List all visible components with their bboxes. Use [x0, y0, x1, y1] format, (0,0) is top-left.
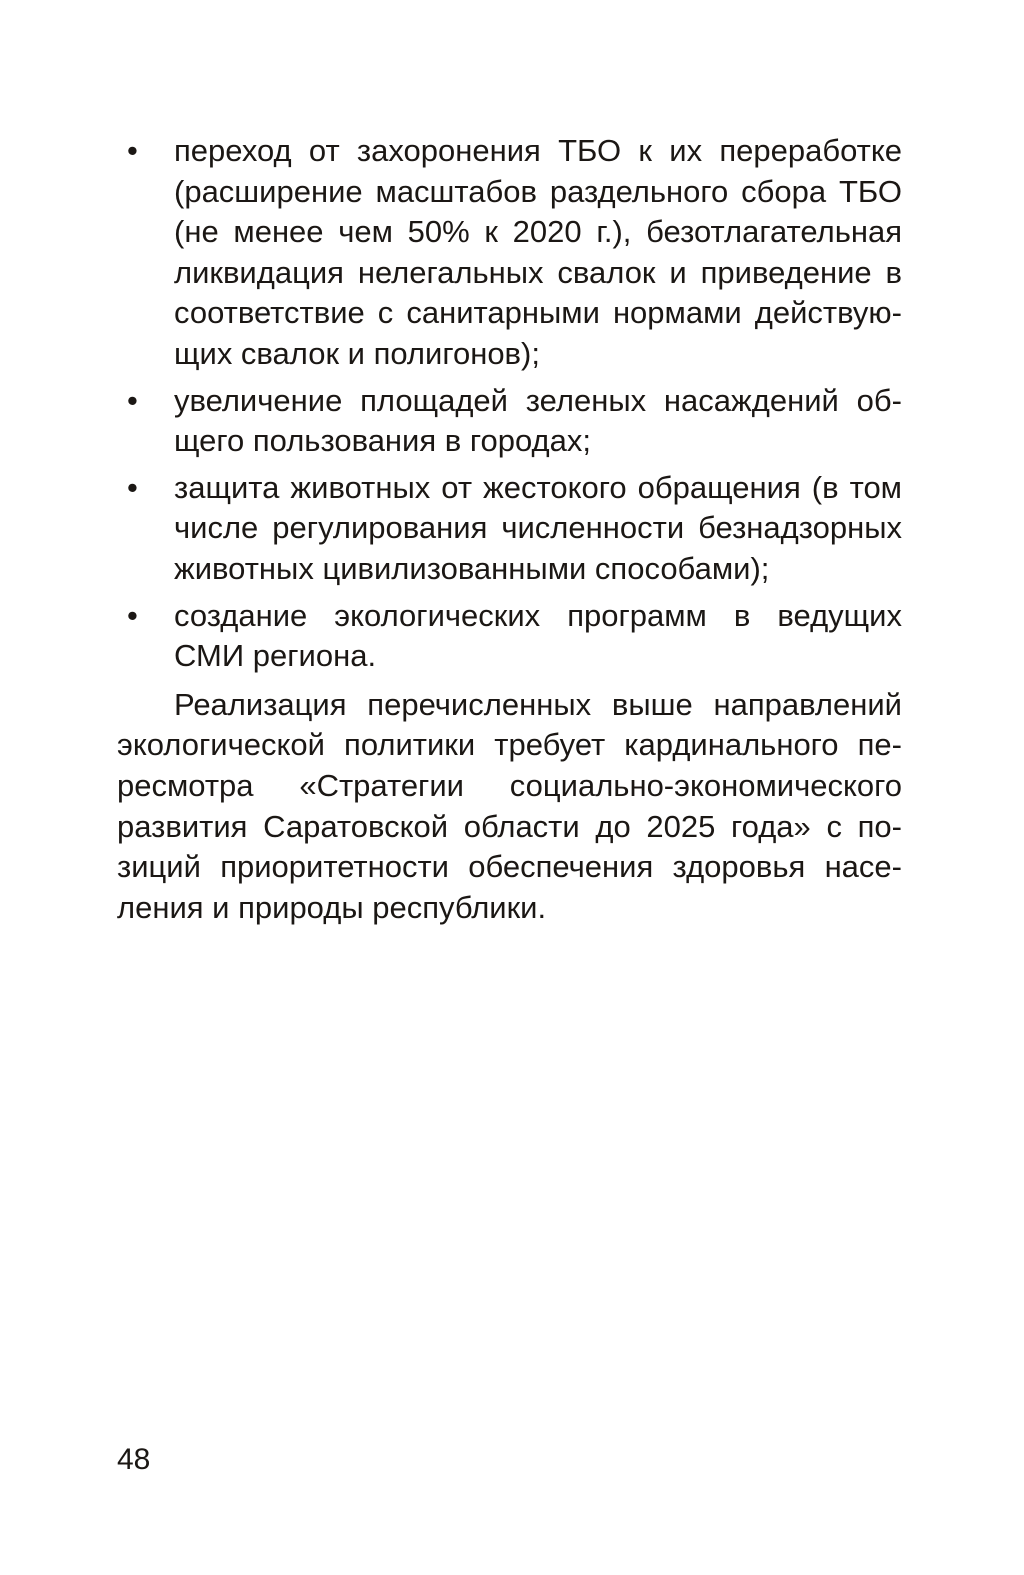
body-paragraph: Реализация перечисленных выше направлений экологической политики требует кардинального пересмотра «Стратегии социально-экономического развития Саратовской области до 2025 года» с позиций приоритетности обеспечения здоровья населения и природы республики.	[117, 686, 902, 925]
page-number: 48	[117, 1443, 151, 1476]
list-item-text: переход от захоронения ТБО к их переработке (расширение масштабов раздельного сбора ТБО (не менее чем 50% к 2020 г.), безотлагательная ликвидация нелегальных свалок и приведение в соответствие с санитарными нормами действующих свалок и полигонов);	[174, 133, 902, 371]
page-text	[117, 131, 902, 928]
list-item	[117, 131, 902, 375]
bullet-icon: •	[127, 382, 138, 418]
bullet-icon: •	[127, 133, 138, 168]
list-item	[117, 381, 902, 462]
list-item-text: создание экологических программ в ведущих СМИ региона.	[174, 597, 902, 674]
list-item	[117, 596, 902, 677]
list-item-text: увеличение площадей зеленых насаждений общего пользования в городах;	[174, 382, 902, 459]
bullet-list	[117, 131, 902, 677]
list-item-text: защита животных от жестокого обращения (в том числе регулирования численности безнадзорных животных цивилизованными способами);	[174, 469, 902, 586]
bullet-icon: •	[127, 469, 138, 505]
list-item	[117, 468, 902, 590]
bullet-icon: •	[127, 597, 138, 633]
